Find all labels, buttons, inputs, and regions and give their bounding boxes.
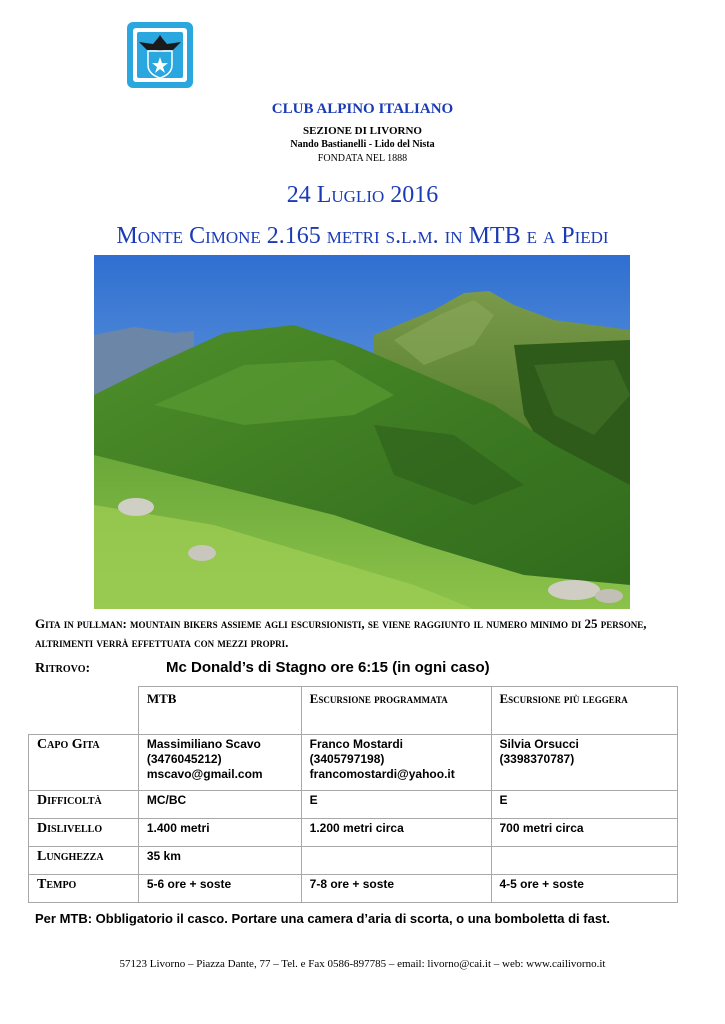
leader-name: Franco Mostardi: [309, 737, 404, 751]
footer-contacts: 57123 Livorno – Piazza Dante, 77 – Tel. e Fax 0586-897785 – email: livorno@cai.it – web: www.cailivorno.it: [119, 958, 606, 970]
leader-phone: (3398370787): [499, 752, 575, 766]
row-label-tempo: Tempo: [29, 875, 139, 903]
tempo-leggera: 4-5 ore + soste: [491, 875, 678, 903]
capo-gita-leggera: [491, 735, 678, 791]
meeting-value: Mc Donald’s di Stagno ore 6:15 (in ogni caso): [166, 659, 490, 676]
capo-gita-mtb: [138, 735, 301, 791]
section-name: SEZIONE DI LIVORNO: [303, 125, 422, 137]
lunghezza-leggera: [491, 847, 678, 875]
event-title: Monte Cimone 2.165 metri s.l.m. in MTB e a Piedi: [116, 223, 609, 249]
column-header-escursione-leggera: Escursione più leggera: [491, 687, 678, 735]
mtb-note: Per MTB: Obbligatorio il casco. Portare una camera d’aria di scorta, o una bomboletta di fast.: [35, 911, 611, 926]
cai-logo-icon: [125, 20, 195, 90]
table-row-difficolta: [29, 791, 678, 819]
row-label-lunghezza: Lunghezza: [29, 847, 139, 875]
event-date: 24 Luglio 2016: [286, 182, 439, 208]
leader-name: Massimiliano Scavo: [146, 737, 261, 751]
dislivello-leggera: 700 metri circa: [491, 819, 678, 847]
empty-corner-cell: [29, 687, 139, 735]
table-header-row: [29, 687, 678, 735]
difficolta-leggera: E: [491, 791, 678, 819]
dislivello-programmata: 1.200 metri circa: [301, 819, 491, 847]
lunghezza-programmata: [301, 847, 491, 875]
trip-description: Gita in pullman: mountain bikers assieme agli escursionisti, se viene raggiunto il numero minimo di 25 persone, altrimenti verrà effettuata con mezzi propri.: [35, 616, 647, 650]
difficolta-mtb: MC/BC: [138, 791, 301, 819]
tempo-programmata: 7-8 ore + soste: [301, 875, 491, 903]
trip-details-table: [28, 686, 678, 903]
difficolta-programmata: E: [301, 791, 491, 819]
table-row-dislivello: [29, 819, 678, 847]
column-header-escursione-programmata: Escursione programmata: [301, 687, 491, 735]
row-label-capo-gita: Capo Gita: [29, 735, 139, 791]
dislivello-mtb: 1.400 metri: [138, 819, 301, 847]
founded-line: FONDATA NEL 1888: [317, 153, 408, 164]
row-label-difficolta: Difficoltà: [29, 791, 139, 819]
leader-email: mscavo@gmail.com: [146, 767, 263, 781]
tempo-mtb: 5-6 ore + soste: [138, 875, 301, 903]
leader-email: francomostardi@yahoo.it: [309, 767, 455, 781]
row-label-dislivello: Dislivello: [29, 819, 139, 847]
meeting-label: Ritrovo:: [35, 661, 91, 676]
leader-phone: (3405797198): [309, 752, 385, 766]
club-name: CLUB ALPINO ITALIANO: [271, 101, 454, 117]
mountain-photo: [94, 255, 630, 609]
lunghezza-mtb: 35 km: [138, 847, 301, 875]
table-row-tempo: [29, 875, 678, 903]
capo-gita-programmata: [301, 735, 491, 791]
leader-phone: (3476045212): [146, 752, 222, 766]
leader-name: Silvia Orsucci: [499, 737, 579, 751]
table-row-lunghezza: [29, 847, 678, 875]
table-row-capo-gita: [29, 735, 678, 791]
section-dedication: Nando Bastianelli - Lido del Nista: [290, 139, 435, 150]
column-header-mtb: MTB: [138, 687, 301, 735]
